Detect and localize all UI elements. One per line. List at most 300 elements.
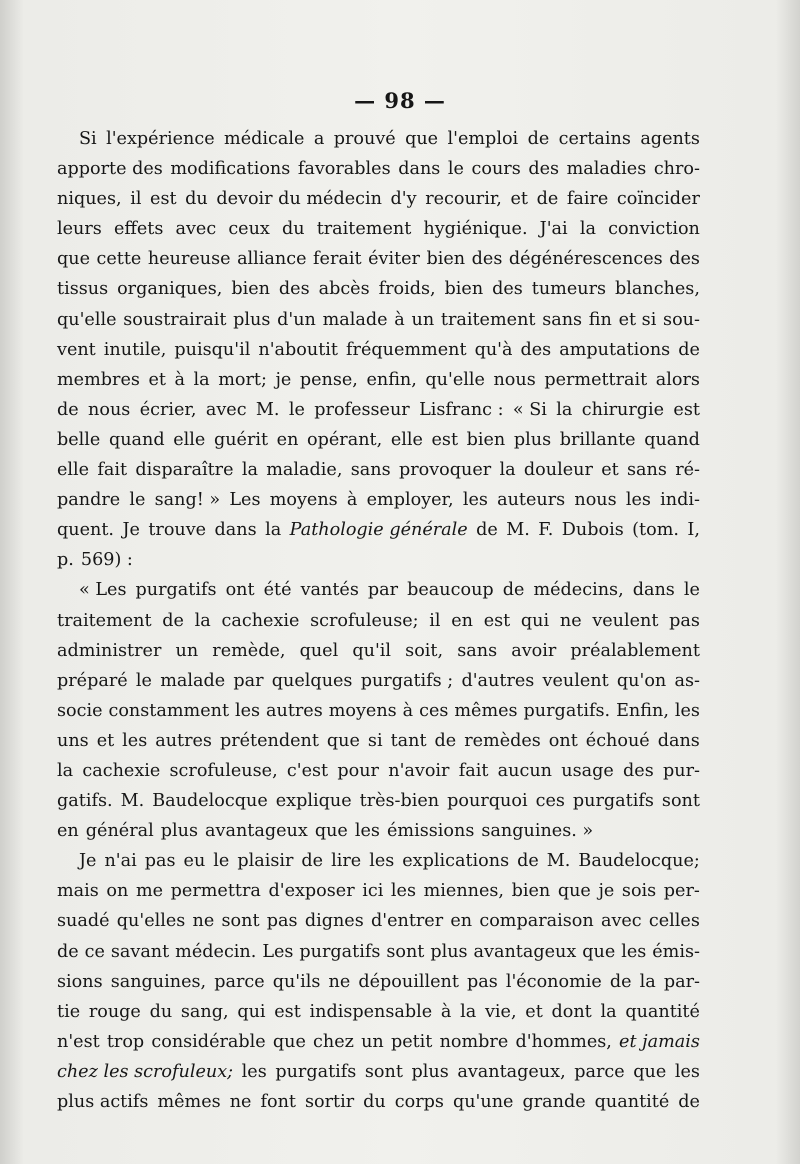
word: pas: [669, 610, 700, 631]
word: plus: [160, 821, 199, 842]
word: du: [363, 1092, 386, 1112]
word: de: [502, 580, 525, 601]
word: disparaître: [135, 460, 234, 481]
word: qu'elle: [57, 309, 117, 330]
word: les: [674, 700, 700, 721]
word: permettrait: [544, 369, 648, 390]
word: émissions: [386, 821, 475, 842]
word: que: [57, 249, 91, 270]
word: les: [621, 941, 647, 962]
word: Dubois: [561, 520, 624, 541]
word: malade: [322, 309, 388, 330]
word: soit,: [405, 640, 444, 661]
word: « Si: [512, 399, 547, 420]
word: quand: [108, 429, 165, 450]
word: de: [527, 129, 550, 149]
word: fin: [588, 309, 612, 330]
word: nombre: [439, 1031, 509, 1052]
word: des: [528, 159, 560, 180]
word: si: [367, 730, 383, 751]
word: alliance: [237, 249, 307, 270]
word: et: [510, 189, 528, 210]
word: dans: [398, 159, 441, 180]
word: de: [301, 851, 324, 872]
word: avec: [600, 911, 642, 932]
word: explique: [275, 791, 352, 812]
word: per-: [663, 881, 700, 902]
word: que: [582, 941, 616, 962]
word: un: [175, 640, 199, 661]
word: sont: [221, 911, 260, 932]
word: que: [314, 821, 348, 842]
word: permettra: [170, 881, 261, 902]
text-line: [57, 124, 700, 154]
word: dans: [657, 730, 700, 751]
word: que: [557, 881, 591, 902]
word: soustrairait: [123, 309, 227, 330]
word: maladies: [566, 159, 647, 180]
word: M.: [546, 851, 571, 872]
word: purgatifs: [275, 1061, 357, 1082]
word: purgatifs: [572, 791, 654, 812]
word: quelques: [271, 670, 353, 691]
word: ces: [419, 700, 449, 721]
word: pandre: [57, 490, 121, 511]
word: préalablement: [570, 640, 700, 661]
word: avoir: [511, 640, 557, 661]
word: les: [241, 1061, 267, 1082]
word: brillante: [559, 429, 636, 450]
text-line: [57, 395, 700, 425]
word: purgatifs ;: [360, 670, 454, 691]
word: sortir: [305, 1092, 355, 1112]
word: ferait: [313, 249, 362, 270]
word: parce: [214, 971, 265, 992]
text-line: [57, 726, 700, 756]
word: avec: [175, 219, 217, 240]
text-line: [57, 1027, 700, 1057]
word: le: [129, 490, 146, 511]
word: je: [275, 369, 292, 390]
word: ici: [362, 881, 384, 902]
word: il: [429, 610, 441, 631]
word: moyens: [328, 700, 397, 721]
word: un: [361, 1031, 384, 1052]
word: le: [288, 399, 305, 420]
word: M.: [120, 791, 145, 812]
word: éviter: [368, 249, 420, 270]
text-line: [57, 305, 700, 335]
word: qu'une: [452, 1092, 514, 1112]
text-line: [57, 636, 700, 666]
word: M.: [255, 399, 280, 420]
word: effets: [113, 219, 164, 240]
word: l'expérience: [106, 129, 215, 149]
word: cette: [96, 249, 142, 270]
word: font: [260, 1092, 296, 1112]
word: par: [233, 670, 264, 691]
word: agents: [640, 129, 700, 149]
word: tissus: [57, 279, 109, 300]
word: veulent: [542, 670, 609, 691]
word: ont: [548, 730, 578, 751]
word: bien: [231, 279, 270, 300]
word: sans: [627, 460, 667, 481]
word: le: [447, 159, 464, 180]
word: d'y: [390, 189, 417, 210]
word: est: [150, 189, 177, 210]
word: les: [369, 851, 395, 872]
word: purgatifs: [299, 941, 381, 962]
word: sans: [542, 309, 583, 330]
text-line: [57, 545, 700, 575]
text-line: [57, 214, 700, 244]
word: mêmes: [454, 700, 518, 721]
word: remède,: [212, 640, 286, 661]
word: celles: [648, 911, 700, 932]
word: vantés: [300, 580, 359, 601]
word: ont: [225, 580, 255, 601]
word: auteurs: [497, 490, 566, 511]
word: à: [402, 700, 414, 721]
word: à: [440, 1001, 452, 1022]
text-line: [57, 244, 700, 274]
word: niques,: [57, 189, 122, 210]
word: pur-: [663, 760, 700, 781]
word: la: [579, 219, 596, 240]
word: conviction: [608, 219, 700, 240]
word: ce: [84, 941, 105, 962]
word: plus: [411, 1061, 449, 1082]
word: bien: [426, 249, 466, 270]
word: vie,: [484, 1001, 517, 1022]
word: eu: [183, 851, 206, 872]
word: Si: [79, 129, 97, 149]
word: sans: [457, 640, 498, 661]
word: recourir,: [425, 189, 502, 210]
word: provoquer: [398, 460, 492, 481]
word: la: [639, 971, 656, 992]
word: médecin.: [175, 941, 257, 962]
word: c'est: [286, 760, 329, 781]
word: des: [278, 279, 310, 300]
word: bien: [444, 279, 484, 300]
text-line: [57, 154, 700, 184]
word: avec: [205, 399, 247, 420]
word: petit: [390, 1031, 433, 1052]
word: Baudelocque;: [578, 851, 700, 872]
word: avantageux,: [457, 1061, 566, 1082]
word: tant: [390, 730, 427, 751]
word: inutile,: [103, 339, 167, 360]
word: est: [274, 1001, 301, 1022]
word: autres: [155, 730, 212, 751]
word: Les: [229, 490, 261, 511]
word: ces: [535, 791, 565, 812]
word: suadé: [57, 911, 110, 932]
word: rouge: [88, 1001, 141, 1022]
word: organiques,: [117, 279, 223, 300]
word: leurs: [57, 219, 102, 240]
word: la: [556, 399, 573, 420]
word: les: [354, 821, 380, 842]
word: et: [96, 730, 115, 751]
word: échoué: [585, 730, 650, 751]
text-line: [57, 515, 700, 545]
word: chez: [313, 1031, 354, 1052]
word: l'économie: [505, 971, 602, 992]
word: plus: [430, 941, 468, 962]
word: parce: [574, 1061, 625, 1082]
word: (tom.: [632, 520, 679, 541]
word: elle: [173, 429, 206, 450]
word: pour: [337, 760, 379, 781]
paragraph: [57, 846, 700, 1117]
word: nous: [493, 369, 536, 390]
word: employer,: [366, 490, 454, 511]
word: on: [106, 881, 129, 902]
word: « Les: [79, 580, 127, 601]
word: mêmes: [157, 1092, 221, 1112]
word: constamment: [108, 700, 230, 721]
word: d'autres: [461, 670, 535, 691]
word: p.: [57, 550, 74, 571]
word: qu'à: [474, 339, 513, 360]
text-line: [57, 756, 700, 786]
word: et: [601, 460, 619, 481]
word: purgatifs.: [523, 700, 611, 721]
word: très-bien: [359, 791, 440, 812]
word: mort;: [218, 369, 267, 390]
word: bien: [511, 881, 551, 902]
word: sanguines,: [110, 971, 207, 992]
word: grande: [522, 1092, 586, 1112]
word: Je: [122, 520, 140, 541]
word: dont: [551, 1001, 592, 1022]
word: J'ai: [539, 219, 568, 240]
word: en: [57, 821, 79, 842]
word: sans: [350, 460, 391, 481]
word: quand: [644, 429, 700, 450]
word: cours: [471, 159, 521, 180]
word: pas: [144, 851, 176, 872]
word: chez les scrofuleux;: [57, 1061, 234, 1082]
word: savant: [110, 941, 170, 962]
word: traitement: [440, 309, 536, 330]
word: elle: [390, 429, 423, 450]
word: le: [683, 580, 700, 601]
word: d'entrer: [370, 911, 444, 932]
word: dépouillent: [358, 971, 459, 992]
word: Pathologie générale: [289, 520, 468, 541]
word: prétendent: [219, 730, 319, 751]
word: miennes,: [423, 881, 505, 902]
word: il: [130, 189, 142, 210]
word: considérable: [151, 1031, 266, 1052]
word: sou-: [663, 309, 700, 330]
word: coïncider: [616, 189, 700, 210]
word: veulent: [592, 610, 659, 631]
word: favorables: [297, 159, 391, 180]
word: que: [633, 1061, 667, 1082]
word: M.: [506, 520, 530, 541]
word: qu'elles: [116, 911, 186, 932]
text-line: [57, 997, 700, 1027]
text-line: [57, 274, 700, 304]
word: qu'ils: [272, 971, 321, 992]
word: le: [213, 851, 230, 872]
word: certains: [558, 129, 631, 149]
word: d'un: [277, 309, 316, 330]
word: quantité: [625, 1001, 700, 1022]
word: n'ai: [104, 851, 137, 872]
word: nous: [574, 490, 617, 511]
word: en: [451, 610, 473, 631]
word: chirurgie: [581, 399, 665, 420]
word: est: [431, 429, 459, 450]
word: opérant,: [307, 429, 383, 450]
word: les: [674, 1061, 700, 1082]
word: mais: [57, 881, 99, 902]
word: des: [520, 339, 552, 360]
word: émis-: [652, 941, 700, 962]
word: en: [276, 429, 299, 450]
text-line: [57, 876, 700, 906]
word: ne: [192, 911, 215, 932]
word: lire: [331, 851, 362, 872]
word: plus: [513, 429, 552, 450]
word: administrer: [57, 640, 162, 661]
word: été: [263, 580, 292, 601]
word: avantageux: [473, 941, 577, 962]
word: moyens: [269, 490, 338, 511]
word: froids,: [378, 279, 436, 300]
word: les: [234, 700, 261, 721]
text-line: [57, 786, 700, 816]
text-line: [57, 1087, 700, 1117]
word: uns: [57, 730, 89, 751]
word: à: [394, 309, 405, 330]
word: de: [609, 971, 632, 992]
word: modifications: [170, 159, 291, 180]
word: sions: [57, 971, 103, 992]
word: Baudelocque: [152, 791, 268, 812]
text-line: [57, 606, 700, 636]
word: indi-: [660, 490, 700, 511]
word: un: [411, 309, 435, 330]
word: sois: [621, 881, 657, 902]
word: d'exposer: [268, 881, 355, 902]
word: à: [346, 490, 358, 511]
word: de: [678, 1092, 700, 1112]
word: de: [57, 941, 79, 962]
word: la: [460, 1001, 477, 1022]
word: quel: [299, 640, 339, 661]
word: puisqu'il: [174, 339, 251, 360]
word: purgatifs: [135, 580, 217, 601]
text-line: [57, 425, 700, 455]
word: sang! »: [154, 490, 221, 511]
word: écrier,: [139, 399, 197, 420]
word: enfin,: [366, 369, 417, 390]
word: médecins,: [533, 580, 624, 601]
word: chro-: [653, 159, 700, 180]
word: plus actifs: [57, 1092, 149, 1112]
word: dans: [214, 520, 257, 541]
word: quantité: [594, 1092, 670, 1112]
word: traitement: [57, 610, 152, 631]
word: maladie,: [266, 460, 343, 481]
word: cachexie: [82, 760, 161, 781]
word: les: [390, 881, 416, 902]
word: dans: [632, 580, 675, 601]
word: comparaison: [479, 911, 594, 932]
word: remèdes: [464, 730, 541, 751]
word: malade: [160, 670, 226, 691]
word: me: [135, 881, 164, 902]
word: avantageux: [205, 821, 308, 842]
text-line: [57, 906, 700, 936]
word: tumeurs: [531, 279, 607, 300]
word: l'emploi: [447, 129, 519, 149]
word: nous: [88, 399, 131, 420]
word: plaisir: [237, 851, 294, 872]
word: n'avoir: [388, 760, 450, 781]
word: de: [476, 520, 498, 541]
word: fait: [97, 460, 128, 481]
word: elle: [57, 460, 90, 481]
word: heureuse: [147, 249, 231, 270]
word: as-: [674, 670, 700, 691]
word: pourquoi: [447, 791, 528, 812]
word: est: [673, 399, 700, 420]
word: du: [149, 1001, 173, 1022]
word: Enfin,: [616, 700, 669, 721]
word: Les: [262, 941, 294, 962]
word: membres: [57, 369, 140, 390]
word: scrofuleuse,: [169, 760, 278, 781]
word: beaucoup: [407, 580, 494, 601]
text-line: [57, 365, 700, 395]
word: ne: [229, 1092, 252, 1112]
text-line: [57, 335, 700, 365]
word: pas: [466, 971, 498, 992]
word: du: [185, 189, 208, 210]
word: fait: [458, 760, 489, 781]
word: de: [678, 339, 700, 360]
word: sont: [661, 791, 700, 812]
word: de: [434, 730, 457, 751]
text-line: [57, 666, 700, 696]
word: et si: [618, 309, 657, 330]
word: n'aboutit: [258, 339, 338, 360]
word: de: [517, 851, 539, 872]
word: I,: [687, 520, 700, 541]
word: F.: [538, 520, 554, 541]
word: en: [450, 911, 473, 932]
word: gatifs.: [57, 791, 113, 812]
word: je: [598, 881, 615, 902]
paragraph: [57, 575, 700, 846]
word: général: [85, 821, 154, 842]
word: des: [623, 760, 654, 781]
word: les: [625, 490, 651, 511]
word: de: [57, 399, 79, 420]
text-line: [57, 1057, 700, 1087]
word: à: [174, 369, 185, 390]
word: belle: [57, 429, 101, 450]
text-line: [57, 485, 700, 515]
